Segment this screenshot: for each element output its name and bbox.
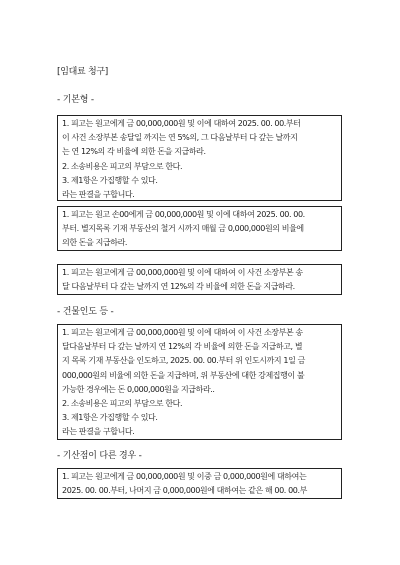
clause-box-building [57,324,342,440]
clause-line: 3. 제1항은 가집행할 수 있다. [62,175,158,185]
clause-line: 1. 피고는 원고 손00에게 금 00,000,000원 및 이에 대하여 2025. 00. 00. [62,210,305,219]
clause-line: 지 목록 기재 부동산을 인도하고, 2025. 00. 00.부터 위 인도시까지 1일 금 [62,356,305,366]
clause-line: 1. 피고는 원고에게 금 00,000,000원 및 이중 금 0,000,000원에 대하여는 [62,472,307,481]
clause-box-monthly [57,206,342,251]
clause-line: 2. 소송비용은 피고의 부담으로 한다. [62,399,183,409]
section-heading-different-period: - 기산점이 다른 경우 - [57,451,142,461]
clause-line: 달다음날부터 다 갚는 날까지 연 12%의 각 비율에 의한 돈을 지급하고, 별 [62,342,303,352]
clause-line: 라는 판결을 구합니다. [62,427,135,437]
clause-line: 달 다음날부터 다 갚는 날까지 연 12%의 각 비율에 의한 돈을 지급하라. [62,282,295,292]
clause-box-different-period [57,468,342,499]
clause-line: 1. 피고는 원고에게 금 00,000,000원 및 이에 대하여 이 사건 소장부본 송 [62,268,303,277]
clause-line: 부터. 별지목록 기재 부동산의 철거 시까지 매월 금 0,000,000원의 비율에 [62,224,304,234]
clause-line: 의한 돈을 지급하라. [62,238,128,248]
clause-line: 2. 소송비용은 피고의 부담으로 한다. [62,161,183,171]
clause-line: 라는 판결을 구합니다. [62,190,135,200]
clause-line: 이 사건 소장부본 송달일 까지는 연 5%의, 그 다음날부터 다 갚는 날까지 [62,133,298,143]
clause-line: 2025. 00. 00.부터, 나머지 금 0,000,000원에 대하여는 같은 해 00. 00.부 [62,486,307,496]
clause-box-interest [57,264,342,295]
section-heading-basic: - 기본형 - [57,95,94,105]
clause-line: 3. 제1항은 가집행할 수 있다. [62,413,158,423]
document-title: [임대료 청구] [57,67,108,77]
clause-line: 1. 피고는 원고에게 금 00,000,000원 및 이에 대하여 이 사건 소장부본 송 [62,328,303,337]
clause-line: 1. 피고는 원고에게 금 00,000,000원 및 이에 대하여 2025. 00. 00.부터 [62,119,301,128]
clause-line: 는 연 12%의 각 비율에 의한 돈을 지급하라. [62,147,206,157]
clause-line: 000,000원의 비율에 의한 돈을 지급하며, 위 부동산에 대한 강제집행이 불 [62,370,305,380]
clause-line: 가능한 경우에는 돈 0,000,000원을 지급하라.. [62,384,215,394]
clause-box-basic [57,115,342,201]
section-heading-building: - 건물인도 등 - [57,307,114,317]
